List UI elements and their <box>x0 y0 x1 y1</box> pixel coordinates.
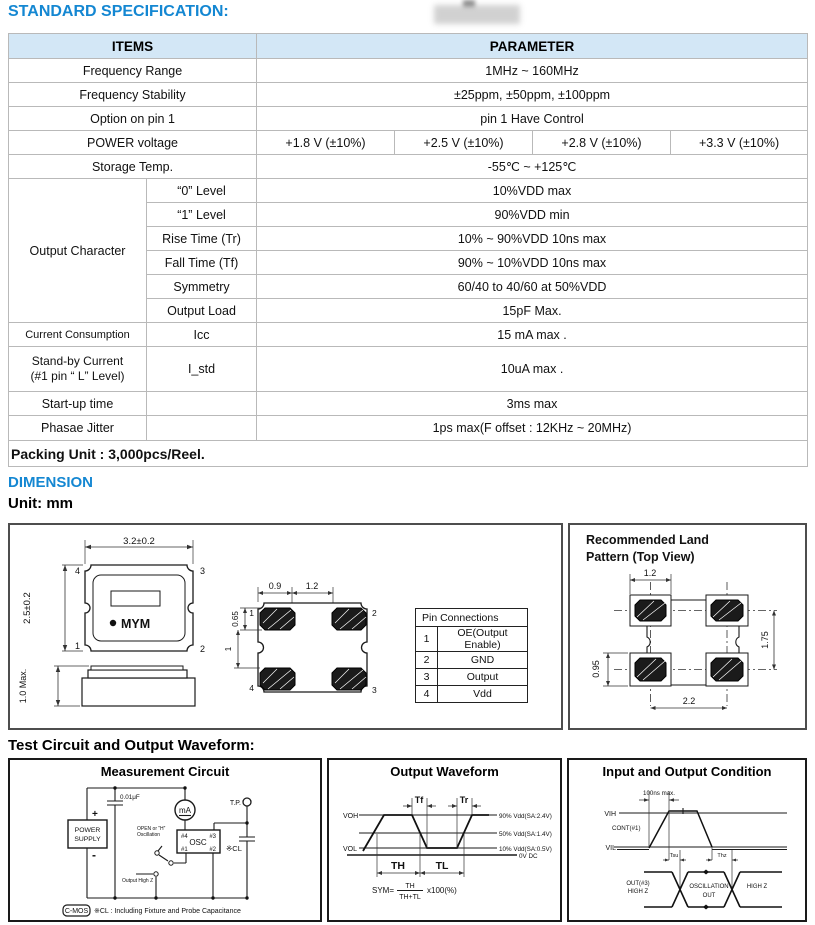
symmetry-formula <box>372 883 457 901</box>
output-waveform-diagram <box>329 760 560 920</box>
osc-pin1: #1 <box>181 847 188 853</box>
test-point-label: T.P. <box>229 800 241 807</box>
pin-label-4: 4 <box>249 683 254 693</box>
pin-label-4: 4 <box>74 566 80 576</box>
oscillation-out-label-line2: OUT <box>702 893 716 899</box>
spec-subitem: “1” Level <box>147 203 257 227</box>
vil-label: VIL <box>605 845 616 852</box>
spec-value: 1MHz ~ 160MHz <box>257 59 808 83</box>
spec-subitem: Icc <box>147 323 257 347</box>
table-row <box>9 131 808 155</box>
oscillation-out-label-line1: OSCILLATION <box>689 884 729 890</box>
osc-pin4: #4 <box>181 834 188 840</box>
dim-top-height: 2.5±0.2 <box>22 592 33 624</box>
sym-numerator: TH <box>405 883 415 890</box>
io-condition-panel <box>567 758 807 922</box>
table-row <box>9 155 808 179</box>
top-view-width-dimension <box>85 536 193 564</box>
spec-subitem: “0” Level <box>147 179 257 203</box>
unit-label: Unit: mm <box>8 495 73 512</box>
marking-text: MYM <box>121 617 151 631</box>
spec-value: 10uA max . <box>257 347 808 392</box>
pin-function: OE(Output Enable) <box>438 627 528 652</box>
spec-value: 90% ~ 10%VDD 10ns max <box>257 251 808 275</box>
minus-sign: - <box>92 848 96 862</box>
dim-pad-height: 0.65 <box>231 611 240 627</box>
table-row <box>9 107 808 131</box>
land-pads <box>630 595 748 686</box>
redacted-logo-blob <box>434 5 520 24</box>
cmos-badge <box>63 905 90 916</box>
spec-value: 60/40 to 40/60 at 50%VDD <box>257 275 808 299</box>
dimension-drawing-panel <box>8 523 563 730</box>
level-10-label: 10% Vdd(SA:0.5V) <box>499 846 552 853</box>
col-header-items: ITEMS <box>9 34 257 59</box>
thz-label: Thz <box>717 853 727 859</box>
spec-subitem: Symmetry <box>147 275 257 299</box>
redacted-logo-mark <box>463 0 475 7</box>
spec-item: Frequency Range <box>9 59 257 83</box>
waveform-labels <box>343 813 552 860</box>
spec-item: Phasae Jitter <box>9 416 147 441</box>
output-waveform-panel <box>327 758 562 922</box>
spec-value: 15pF Max. <box>257 299 808 323</box>
bus-marker-bottom <box>703 905 709 910</box>
cmos-label: C-MOS <box>64 908 89 915</box>
land-pattern-dimensions <box>591 568 776 710</box>
pin-no: 3 <box>416 669 438 686</box>
spec-item-group: Output Character <box>9 179 147 323</box>
spec-value: +3.3 V (±10%) <box>671 131 808 155</box>
measurement-circuit-panel <box>8 758 322 922</box>
spec-value: 3ms max <box>257 392 808 416</box>
dimension-heading: DIMENSION <box>8 474 94 491</box>
dim-land-pad-height: 0.95 <box>591 660 601 678</box>
spec-value: 1ps max(F offset : 12KHz ~ 20MHz) <box>257 416 808 441</box>
tf-label: Tf <box>414 795 424 805</box>
spec-subitem <box>147 416 257 441</box>
spec-value: 15 mA max . <box>257 323 808 347</box>
pin-label-2: 2 <box>372 608 377 618</box>
spec-value: pin 1 Have Control <box>257 107 808 131</box>
pin-function: GND <box>438 652 528 669</box>
pin-no: 2 <box>416 652 438 669</box>
sym-suffix: x100(%) <box>427 886 457 895</box>
dim-land-v-pitch: 1.75 <box>760 631 770 649</box>
packing-unit-label: Packing Unit : 3,000pcs/Reel. <box>9 441 808 467</box>
highz-label: HIGH Z <box>746 884 768 890</box>
meter-label: mA <box>179 806 191 815</box>
current-meter <box>175 800 195 820</box>
osc-label: OSC <box>189 838 207 847</box>
table-row <box>9 83 808 107</box>
spec-subitem: Fall Time (Tf) <box>147 251 257 275</box>
plus-sign: + <box>92 809 98 820</box>
dim-land-pad-width: 1.2 <box>643 568 657 578</box>
spec-item-line2: (#1 pin “ L” Level) <box>30 369 125 383</box>
control-switch <box>122 826 173 884</box>
pin-label-1: 1 <box>74 641 80 651</box>
power-supply-label1: POWER <box>74 827 101 834</box>
dim-pad-width: 0.9 <box>268 581 282 591</box>
ns-max-label: 100ns max. <box>643 790 675 797</box>
spec-value: ±25ppm, ±50ppm, ±100ppm <box>257 83 808 107</box>
pin-no: 4 <box>416 686 438 703</box>
table-row <box>9 59 808 83</box>
spec-value: 90%VDD min <box>257 203 808 227</box>
input-levels <box>604 808 787 852</box>
out-highz-label-line2: HIGH Z <box>627 889 649 895</box>
spec-value: 10% ~ 90%VDD 10ns max <box>257 227 808 251</box>
pin1-dot-marker <box>110 620 116 626</box>
land-pattern-panel <box>568 523 807 730</box>
measurement-circuit-diagram <box>10 760 320 920</box>
spec-subitem <box>147 392 257 416</box>
osc-pin3: #3 <box>209 834 216 840</box>
land-pattern-title-line2: Pattern (Top View) <box>586 550 695 564</box>
table-row <box>9 416 808 441</box>
load-capacitor-label: ※CL <box>226 844 242 853</box>
table-row <box>416 686 528 703</box>
dim-side-height: 1.0 Max. <box>18 668 28 704</box>
tr-label: Tr <box>459 795 469 805</box>
page-title: STANDARD SPECIFICATION: <box>8 3 229 20</box>
spec-item <box>9 347 147 392</box>
switch-note-line2: Oscillation <box>137 832 161 838</box>
spec-item: Current Consumption <box>9 323 147 347</box>
spec-table <box>8 33 808 467</box>
table-row <box>416 627 528 652</box>
pin-label-1: 1 <box>249 608 254 618</box>
dim-pad-vgap: 1 <box>224 646 233 652</box>
output-waveform-title: Output Waveform <box>390 764 499 779</box>
sym-prefix: SYM= <box>372 886 395 895</box>
level-50-label: 50% Vdd(SA:1.4V) <box>499 831 552 838</box>
cont-pin-label: CONT(#1) <box>612 825 641 832</box>
tl-label: TL <box>435 860 449 872</box>
tsu-label: Tsu <box>669 853 679 859</box>
spec-value: 10%VDD max <box>257 179 808 203</box>
spec-item: POWER voltage <box>9 131 257 155</box>
measurement-circuit-title: Measurement Circuit <box>100 764 230 779</box>
dim-top-width: 3.2±0.2 <box>123 536 155 547</box>
table-row <box>9 179 808 203</box>
spec-header-row <box>9 34 808 59</box>
pin-label-3: 3 <box>200 566 206 576</box>
spec-item: Option on pin 1 <box>9 107 257 131</box>
pin-label-3: 3 <box>372 685 377 695</box>
spec-subitem: Output Load <box>147 299 257 323</box>
pin-function: Vdd <box>438 686 528 703</box>
test-circuit-heading: Test Circuit and Output Waveform: <box>8 737 255 754</box>
test-point <box>230 798 251 807</box>
land-pattern-title-line1: Recommended Land <box>586 533 709 547</box>
oscillator-under-test <box>177 830 220 853</box>
level-90-label: 90% Vdd(SA:2.4V) <box>499 813 552 820</box>
table-row <box>416 669 528 686</box>
osc-pin2: #2 <box>209 847 216 853</box>
cl-note: ※CL : Including Fixture and Probe Capacitance <box>94 908 241 915</box>
spec-item: Start-up time <box>9 392 147 416</box>
pin-label-2: 2 <box>200 644 206 654</box>
voh-label: VOH <box>343 813 359 820</box>
control-input-trace <box>649 811 712 848</box>
pin-table-title: Pin Connections <box>416 609 528 627</box>
dim-land-h-pitch: 2.2 <box>682 696 696 706</box>
table-row <box>9 323 808 347</box>
spec-item: Storage Temp. <box>9 155 257 179</box>
dim-pad-gap: 1.2 <box>305 581 319 591</box>
table-row <box>9 392 808 416</box>
switch-note-line1: OPEN or “H” <box>137 826 166 832</box>
table-row <box>9 347 808 392</box>
spec-item-line1: Stand-by Current <box>31 354 124 368</box>
spec-value: +1.8 V (±10%) <box>257 131 395 155</box>
redacted-logo <box>432 0 532 28</box>
capacitor-value: 0.01μF <box>120 794 140 801</box>
io-condition-diagram <box>569 760 805 920</box>
sym-denominator: TH+TL <box>399 894 421 901</box>
spec-subitem: Rise Time (Tr) <box>147 227 257 251</box>
bus-marker-top <box>703 870 709 875</box>
top-view-height-dimension <box>22 565 83 651</box>
out-highz-label-line1: OUT(#3) <box>626 881 650 887</box>
table-row <box>416 652 528 669</box>
land-pattern-title <box>586 532 709 566</box>
spec-item: Frequency Stability <box>9 83 257 107</box>
spec-subitem: I_std <box>147 347 257 392</box>
power-supply-label2: SUPPLY <box>74 836 101 843</box>
io-condition-title: Input and Output Condition <box>602 764 772 779</box>
package-bottom-view <box>224 581 377 695</box>
col-header-parameter: PARAMETER <box>257 34 808 59</box>
vol-label: VOL <box>343 846 358 853</box>
spec-value: +2.5 V (±10%) <box>395 131 533 155</box>
th-label: TH <box>391 860 405 872</box>
output-bus-waveform <box>626 870 782 910</box>
pin-connections-table <box>415 608 528 703</box>
switch-note-line3: Output High Z <box>122 878 154 884</box>
packing-row <box>9 441 808 467</box>
vih-label: VIH <box>604 811 616 818</box>
pin-no: 1 <box>416 627 438 652</box>
level-0-label: 0V DC <box>519 853 538 860</box>
package-side-view <box>18 666 195 706</box>
spec-value: +2.8 V (±10%) <box>533 131 671 155</box>
spec-value: -55℃ ~ +125℃ <box>257 155 808 179</box>
package-top-view <box>75 565 205 654</box>
pin-function: Output <box>438 669 528 686</box>
